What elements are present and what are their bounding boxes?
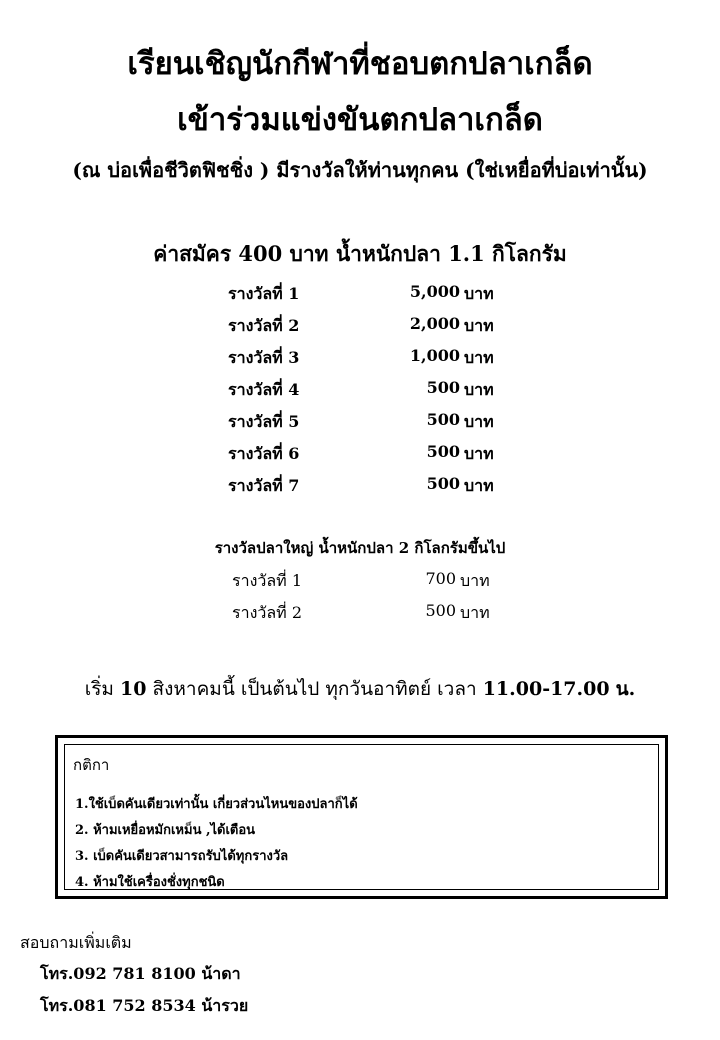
prize-label: รางวัลที่ 6 — [228, 444, 300, 463]
contact-title: สอบถามเพิ่มเติม — [20, 933, 132, 952]
prize-label: รางวัลที่ 1 — [228, 284, 300, 303]
big-fish-label: รางวัลที่ 1 — [232, 571, 302, 590]
big-fish-unit: บาท — [460, 603, 490, 622]
schedule-suffix: น. — [615, 678, 636, 700]
prize-unit: บาท — [464, 380, 494, 399]
rules-inner-border — [64, 744, 659, 890]
prize-label: รางวัลที่ 4 — [228, 380, 300, 399]
title-line-2: เข้าร่วมแข่งขันตกปลาเกล็ด — [177, 102, 543, 138]
prize-unit: บาท — [464, 476, 494, 495]
rule-item: 1.ใช้เบ็ดคันเดียวเท่านั้น เกี่ยวส่วนไหนของปลาก็ได้ — [75, 797, 358, 812]
fee-line: ค่าสมัคร 400 บาท น้ำหนักปลา 1.1 กิโลกรัม — [153, 241, 567, 266]
prize-label: รางวัลที่ 7 — [228, 476, 300, 495]
schedule-day: 10 — [120, 678, 147, 700]
prize-amount: 5,000 — [409, 282, 460, 301]
subtitle: (ณ บ่อเพื่อชีวิตฟิชชิ่ง ) มีรางวัลให้ท่านทุกคน (ใช่เหยื่อที่บ่อเท่านั้น) — [72, 158, 648, 182]
rules-box — [55, 735, 668, 899]
prize-amount: 500 — [426, 442, 460, 461]
prize-label: รางวัลที่ 3 — [228, 348, 300, 367]
schedule-time: 11.00-17.00 — [482, 678, 610, 700]
rule-item: 4. ห้ามใช้เครื่องชั่งทุกชนิด — [75, 875, 225, 890]
big-fish-unit: บาท — [460, 571, 490, 590]
prize-unit: บาท — [464, 316, 494, 335]
prize-amount: 500 — [426, 410, 460, 429]
prize-unit: บาท — [464, 412, 494, 431]
prize-amount: 500 — [426, 474, 460, 493]
big-fish-amount: 700 — [425, 569, 456, 588]
schedule-prefix: เริ่ม — [84, 678, 114, 700]
big-fish-heading: รางวัลปลาใหญ่ น้ำหนักปลา 2 กิโลกรัมขึ้นไป — [214, 539, 506, 557]
prize-label: รางวัลที่ 2 — [228, 316, 300, 335]
rule-item: 3. เบ็ดคันเดียวสามารถรับได้ทุกรางวัล — [75, 849, 289, 864]
prize-unit: บาท — [464, 348, 494, 367]
prize-unit: บาท — [464, 284, 494, 303]
prize-amount: 500 — [426, 378, 460, 397]
title-line-1: เรียนเชิญนักกีฬาที่ชอบตกปลาเกล็ด — [127, 46, 593, 82]
prize-amount: 1,000 — [409, 346, 460, 365]
contact-phone: โทร.092 781 8100 น้าดา — [40, 964, 241, 983]
rule-item: 2. ห้ามเหยื่อหมักเหม็น ,ได้เตือน — [75, 823, 256, 838]
prize-amount: 2,000 — [409, 314, 460, 333]
prize-unit: บาท — [464, 444, 494, 463]
rules-title: กติกา — [73, 756, 110, 774]
schedule-middle: สิงหาคมนี้ เป็นต้นไป ทุกวันอาทิตย์ เวลา — [152, 678, 477, 700]
schedule-line — [0, 674, 720, 704]
prize-label: รางวัลที่ 5 — [228, 412, 300, 431]
big-fish-label: รางวัลที่ 2 — [232, 603, 302, 622]
contact-phone: โทร.081 752 8534 น้ารวย — [40, 996, 249, 1015]
big-fish-amount: 500 — [425, 601, 456, 620]
